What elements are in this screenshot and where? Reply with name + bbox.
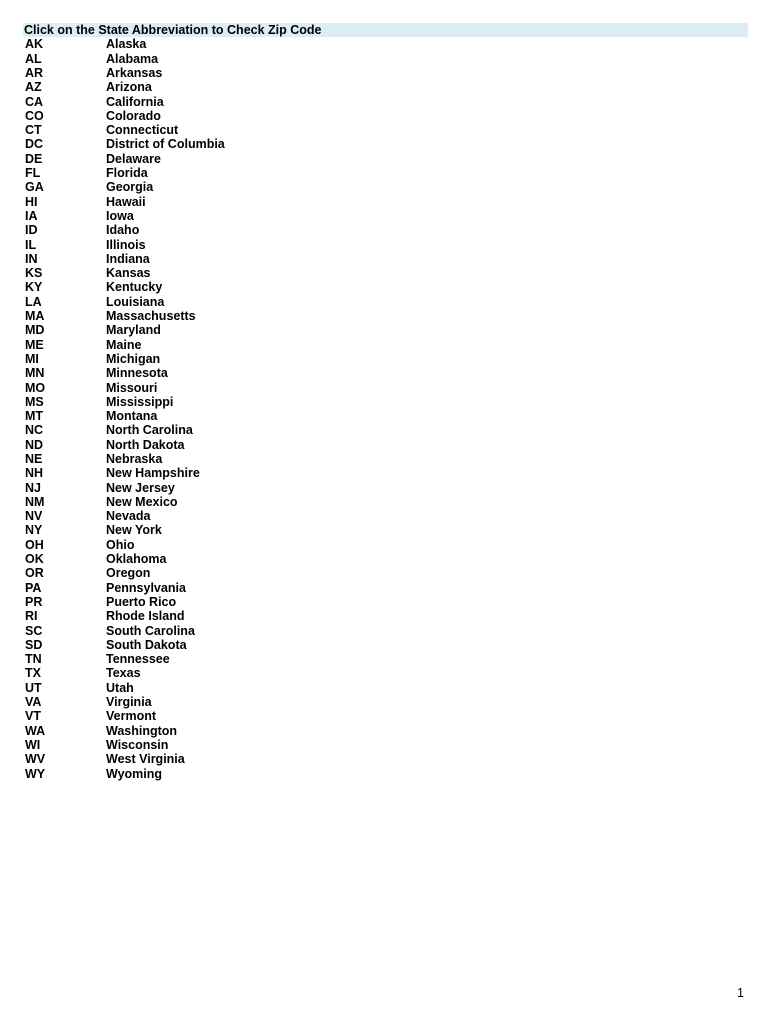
state-row	[23, 238, 748, 252]
state-abbreviation-link[interactable]: MT	[25, 409, 44, 424]
state-name: Arizona	[106, 80, 152, 95]
state-abbreviation-link[interactable]: IL	[25, 237, 37, 252]
state-abbreviation-link[interactable]: OK	[25, 552, 44, 567]
state-name: Texas	[106, 666, 141, 681]
state-row	[23, 438, 748, 452]
state-abbreviation-link[interactable]: CT	[25, 123, 42, 138]
state-name: Connecticut	[106, 123, 179, 138]
state-name: West Virginia	[106, 752, 185, 767]
state-row	[23, 209, 748, 223]
state-list-sheet	[23, 23, 748, 781]
state-name: Maine	[106, 337, 142, 352]
state-row	[23, 381, 748, 395]
state-name: Indiana	[106, 251, 150, 266]
state-row	[23, 37, 748, 51]
state-name: California	[106, 94, 164, 109]
state-name: Delaware	[106, 151, 161, 166]
state-name: North Carolina	[106, 423, 193, 438]
state-name: Wyoming	[106, 766, 163, 781]
state-abbreviation-link[interactable]: HI	[25, 194, 38, 209]
state-name: Oklahoma	[106, 552, 167, 567]
state-name: North Dakota	[106, 437, 185, 452]
state-row	[23, 295, 748, 309]
state-row	[23, 352, 748, 366]
state-abbreviation-link[interactable]: RI	[25, 609, 38, 624]
state-abbreviation-link[interactable]: ND	[25, 437, 44, 452]
state-name: New Mexico	[106, 494, 178, 509]
state-name: Florida	[106, 166, 148, 181]
state-row	[23, 95, 748, 109]
state-abbreviation-link[interactable]: OH	[25, 537, 44, 552]
state-name: Rhode Island	[106, 609, 185, 624]
state-name: Wisconsin	[106, 737, 169, 752]
state-row	[23, 767, 748, 781]
state-row	[23, 652, 748, 666]
state-row	[23, 252, 748, 266]
state-abbreviation-link[interactable]: CO	[25, 108, 44, 123]
state-abbreviation-link[interactable]: MA	[25, 309, 45, 324]
page-number: 1	[737, 986, 744, 1000]
state-abbreviation-link[interactable]: NY	[25, 523, 43, 538]
state-row	[23, 566, 748, 580]
state-row	[23, 481, 748, 495]
state-abbreviation-link[interactable]: PA	[25, 580, 42, 595]
state-name: Tennessee	[106, 652, 170, 667]
state-name: Mississippi	[106, 394, 174, 409]
state-list	[23, 37, 748, 780]
state-name: Illinois	[106, 237, 146, 252]
state-row	[23, 180, 748, 194]
state-abbreviation-link[interactable]: AK	[25, 37, 44, 52]
state-row	[23, 538, 748, 552]
state-abbreviation-link[interactable]: VT	[25, 709, 41, 724]
state-name: Alaska	[106, 37, 147, 52]
state-name: Missouri	[106, 380, 158, 395]
state-row	[23, 695, 748, 709]
state-row	[23, 752, 748, 766]
state-abbreviation-link[interactable]: NJ	[25, 480, 41, 495]
state-abbreviation-link[interactable]: CA	[25, 94, 44, 109]
state-abbreviation-link[interactable]: NM	[25, 494, 45, 509]
state-name: Nevada	[106, 509, 151, 524]
state-row	[23, 466, 748, 480]
state-row	[23, 409, 748, 423]
state-abbreviation-link[interactable]: WI	[25, 737, 41, 752]
state-abbreviation-link[interactable]: UT	[25, 680, 42, 695]
state-abbreviation-link[interactable]: IA	[25, 208, 38, 223]
state-row	[23, 552, 748, 566]
state-row	[23, 624, 748, 638]
state-name: District of Columbia	[106, 137, 225, 152]
state-name: Utah	[106, 680, 134, 695]
state-name: Minnesota	[106, 366, 168, 381]
state-abbreviation-link[interactable]: WA	[25, 723, 46, 738]
state-name: Virginia	[106, 695, 152, 710]
state-name: Kansas	[106, 266, 151, 281]
state-row	[23, 452, 748, 466]
state-name: Michigan	[106, 351, 161, 366]
state-abbreviation-link[interactable]: WY	[25, 766, 46, 781]
state-abbreviation-link[interactable]: SC	[25, 623, 43, 638]
state-row	[23, 681, 748, 695]
state-abbreviation-link[interactable]: IN	[25, 251, 38, 266]
state-row	[23, 666, 748, 680]
state-name: Hawaii	[106, 194, 146, 209]
state-abbreviation-link[interactable]: NE	[25, 452, 43, 466]
state-name: Maryland	[106, 323, 161, 338]
state-row	[23, 638, 748, 652]
state-abbreviation-link[interactable]: KS	[25, 266, 43, 281]
state-abbreviation-link[interactable]: MN	[25, 366, 45, 381]
state-row	[23, 523, 748, 537]
state-name: New York	[106, 523, 162, 538]
state-row	[23, 137, 748, 151]
state-name: Vermont	[106, 709, 157, 724]
state-name: Louisiana	[106, 294, 165, 309]
state-row	[23, 509, 748, 523]
state-abbreviation-link[interactable]: WV	[25, 752, 46, 767]
state-abbreviation-link[interactable]: NC	[25, 423, 44, 438]
state-row	[23, 66, 748, 80]
state-row	[23, 195, 748, 209]
state-abbreviation-link[interactable]: NH	[25, 466, 44, 481]
state-row	[23, 609, 748, 623]
state-abbreviation-link[interactable]: KY	[25, 280, 43, 295]
state-abbreviation-link[interactable]: MO	[25, 380, 46, 395]
state-abbreviation-link[interactable]: ME	[25, 337, 44, 352]
state-row	[23, 395, 748, 409]
state-name: Washington	[106, 723, 178, 738]
state-abbreviation-link[interactable]: ID	[25, 223, 38, 238]
state-abbreviation-link[interactable]: PR	[25, 594, 43, 609]
state-row	[23, 280, 748, 294]
state-name: Idaho	[106, 223, 140, 238]
state-abbreviation-link[interactable]: FL	[25, 166, 41, 181]
state-abbreviation-link[interactable]: TX	[25, 666, 41, 681]
state-row	[23, 109, 748, 123]
state-row	[23, 52, 748, 66]
state-row	[23, 323, 748, 337]
header-title: Click on the State Abbreviation to Check Zip Code	[24, 23, 322, 37]
state-name: Alabama	[106, 51, 159, 66]
state-name: South Dakota	[106, 637, 187, 652]
state-abbreviation-link[interactable]: TN	[25, 652, 42, 667]
state-name: South Carolina	[106, 623, 195, 638]
state-row	[23, 709, 748, 723]
state-abbreviation-link[interactable]: SD	[25, 637, 43, 652]
state-row	[23, 80, 748, 94]
state-row	[23, 495, 748, 509]
state-abbreviation-link[interactable]: DC	[25, 137, 44, 152]
state-name: Oregon	[106, 566, 151, 581]
state-row	[23, 338, 748, 352]
state-row	[23, 123, 748, 137]
state-row	[23, 152, 748, 166]
state-name: Nebraska	[106, 452, 163, 466]
state-abbreviation-link[interactable]: MS	[25, 394, 44, 409]
state-name: New Hampshire	[106, 466, 200, 481]
state-name: Montana	[106, 409, 158, 424]
state-abbreviation-link[interactable]: LA	[25, 294, 42, 309]
state-row	[23, 309, 748, 323]
state-name: New Jersey	[106, 480, 175, 495]
state-name: Puerto Rico	[106, 594, 177, 609]
state-name: Colorado	[106, 108, 161, 123]
state-abbreviation-link[interactable]: VA	[25, 695, 42, 710]
state-row	[23, 266, 748, 280]
state-abbreviation-link[interactable]: MI	[25, 351, 39, 366]
state-name: Georgia	[106, 180, 154, 195]
state-row	[23, 724, 748, 738]
state-row	[23, 738, 748, 752]
state-name: Ohio	[106, 537, 135, 552]
state-row	[23, 223, 748, 237]
state-name: Pennsylvania	[106, 580, 186, 595]
state-row	[23, 581, 748, 595]
state-abbreviation-link[interactable]: GA	[25, 180, 44, 195]
state-name: Arkansas	[106, 65, 163, 80]
state-abbreviation-link[interactable]: DE	[25, 151, 43, 166]
state-row	[23, 423, 748, 437]
state-name: Iowa	[106, 208, 134, 223]
state-abbreviation-link[interactable]: MD	[25, 323, 45, 338]
state-abbreviation-link[interactable]: AZ	[25, 80, 42, 95]
state-abbreviation-link[interactable]: AR	[25, 65, 44, 80]
state-abbreviation-link[interactable]: OR	[25, 566, 44, 581]
state-name: Kentucky	[106, 280, 163, 295]
state-row	[23, 595, 748, 609]
header-bar	[23, 23, 748, 37]
state-abbreviation-link[interactable]: NV	[25, 509, 43, 524]
state-abbreviation-link[interactable]: AL	[25, 51, 42, 66]
state-row	[23, 366, 748, 380]
state-name: Massachusetts	[106, 309, 196, 324]
state-row	[23, 166, 748, 180]
